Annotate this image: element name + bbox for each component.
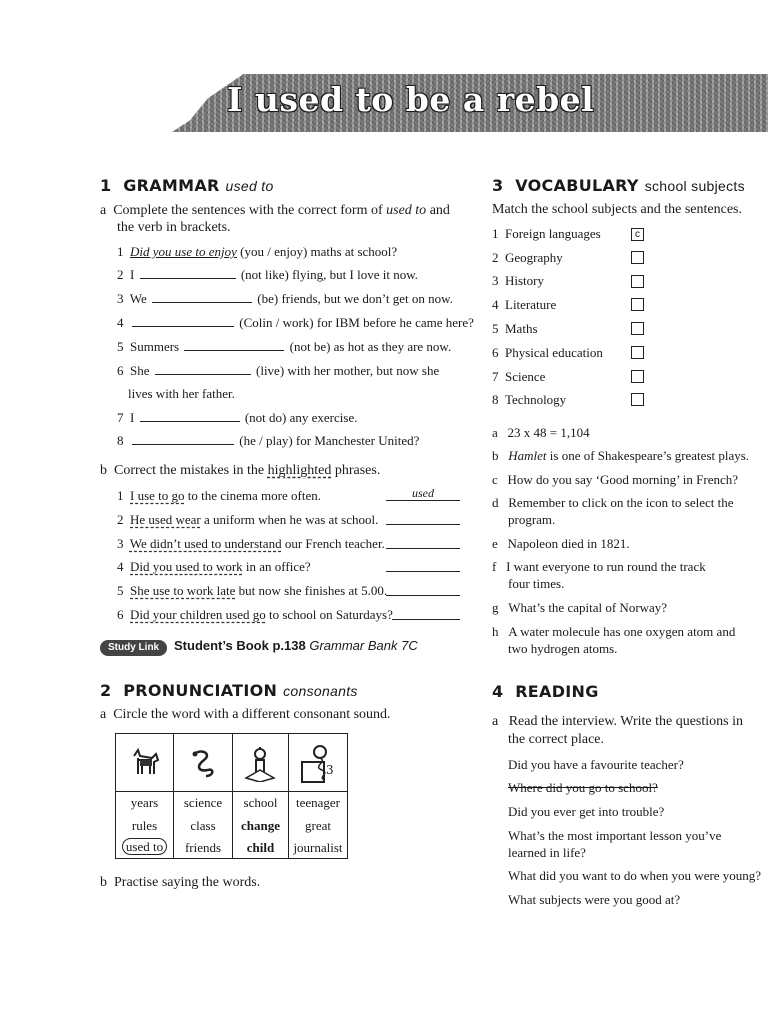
svg-text:3: 3	[326, 763, 334, 777]
item-number: 5	[117, 339, 124, 354]
item-number: 3	[117, 536, 124, 551]
sentence-letter: f	[492, 559, 497, 574]
item-number: 2	[492, 250, 499, 265]
vocabulary-heading	[492, 176, 745, 195]
sentence-letter: b	[492, 448, 499, 463]
table-cell-circled[interactable]	[116, 840, 173, 854]
answer-blank[interactable]	[132, 432, 234, 445]
question-item: What subjects were you good at?	[508, 892, 681, 907]
answer-box[interactable]	[631, 393, 644, 406]
item-text: (Colin / work) for IBM before he came here?	[239, 315, 474, 330]
sentence-letter: g	[492, 600, 499, 615]
item-text: to the cinema more often.	[187, 488, 321, 503]
sentence-f	[492, 558, 706, 576]
instruction-text: Correct the mistakes in the	[114, 463, 265, 478]
answer-box[interactable]	[631, 251, 644, 264]
grammar-b-item-4	[117, 558, 311, 576]
sentence-c	[492, 471, 738, 489]
section-number: 4	[492, 682, 504, 701]
subject-item-7	[492, 368, 545, 386]
answer-field[interactable]	[386, 510, 460, 525]
subject-item-8	[492, 391, 566, 409]
sentence-italic: Hamlet	[508, 448, 547, 463]
grammar-a-item-3	[117, 290, 453, 308]
instruction-highlight: highlighted	[267, 463, 332, 478]
sentence-text: I want everyone to run round the track	[506, 559, 706, 574]
item-prefix: I	[130, 267, 135, 282]
item-number: 8	[492, 392, 499, 407]
sentence-letter: e	[492, 536, 498, 551]
section-subtitle: school subjects	[644, 178, 745, 194]
answer-box[interactable]	[631, 322, 644, 335]
item-prefix: Summers	[130, 339, 180, 354]
item-text: our French teacher.	[284, 536, 385, 551]
instruction-text: Read the interview. Write the questions in	[508, 714, 743, 729]
section-number: 2	[100, 681, 112, 700]
section-title: VOCABULARY	[515, 176, 639, 195]
answer-field[interactable]	[392, 605, 460, 620]
grammar-a-item-4	[117, 314, 474, 332]
item-number: 6	[117, 363, 124, 378]
study-link-badge: Study Link	[100, 640, 167, 656]
answer-box[interactable]	[631, 370, 644, 383]
section-subtitle: consonants	[283, 683, 358, 699]
subject-label: Technology	[505, 392, 567, 407]
section-title: GRAMMAR	[123, 176, 220, 195]
sentence-h	[492, 623, 735, 641]
grammar-a-item-5	[117, 338, 451, 356]
table-cell: journalist	[293, 840, 343, 855]
item-prefix: She	[130, 363, 150, 378]
subject-label: Science	[505, 369, 546, 384]
grammar-a-instruction-2: the verb in brackets.	[117, 220, 231, 235]
sentence-text: What’s the capital of Norway?	[508, 600, 668, 615]
table-cell: science	[183, 795, 223, 810]
item-number: 2	[117, 267, 124, 282]
pronunciation-b-instruction	[100, 874, 260, 892]
item-number: 8	[117, 433, 124, 448]
grammar-a-item-8	[117, 432, 419, 450]
answer-field[interactable]	[386, 581, 460, 596]
item-number: 1	[117, 244, 124, 259]
reading-a-instruction	[492, 713, 743, 731]
question-item: Did you have a favourite teacher?	[508, 757, 684, 772]
instruction-text: Complete the sentences with the correct form of	[113, 203, 383, 218]
exercise-letter: b	[100, 875, 107, 890]
table-cell: teenager	[295, 795, 341, 810]
answer-blank[interactable]	[140, 266, 236, 279]
sentence-text: Remember to click on the icon to select the	[508, 495, 734, 510]
study-link-italic: Grammar Bank 7C	[309, 638, 418, 653]
instruction-text: Practise saying the words.	[114, 875, 261, 890]
subject-item-6	[492, 344, 603, 362]
answer-blank[interactable]	[140, 409, 240, 422]
grammar-a-item-2	[117, 266, 418, 284]
answer-blank[interactable]	[132, 314, 234, 327]
item-number: 6	[492, 345, 499, 360]
table-cell: change	[241, 818, 280, 833]
item-number: 1	[117, 488, 124, 503]
question-item: Did you ever get into trouble?	[508, 804, 665, 819]
item-number: 4	[492, 297, 499, 312]
vocabulary-instruction: Match the school subjects and the sentences.	[492, 202, 742, 217]
highlighted-phrase: Did you used to work	[130, 559, 243, 574]
exercise-letter: b	[100, 463, 107, 478]
item-number: 3	[117, 291, 124, 306]
item-text: (not do) any exercise.	[244, 410, 358, 425]
grammar-b-item-5	[117, 582, 387, 600]
item-prefix: I	[130, 410, 135, 425]
answer-field[interactable]	[386, 534, 460, 549]
instruction-text-end: and	[429, 203, 450, 218]
title-banner	[172, 74, 768, 132]
sentence-text: How do you say ‘Good morning’ in French?	[507, 472, 739, 487]
item-number: 6	[117, 607, 124, 622]
item-text: (not be) as hot as they are now.	[289, 339, 452, 354]
answer-field[interactable]	[386, 557, 460, 572]
answer-blank[interactable]	[184, 338, 284, 351]
subject-label: Maths	[505, 321, 538, 336]
sentence-letter: a	[492, 425, 498, 440]
grammar-b-instruction	[100, 462, 380, 480]
exercise-letter: a	[100, 707, 107, 722]
item-number: 3	[492, 273, 499, 288]
section-title: PRONUNCIATION	[123, 681, 278, 700]
sentence-letter: h	[492, 624, 499, 639]
highlighted-phrase: Did your children used go	[130, 607, 266, 622]
sentence-a	[492, 424, 590, 442]
subject-label: Physical education	[505, 345, 603, 360]
question-item-struck: Where did you go to school?	[508, 780, 658, 795]
subject-label: History	[505, 273, 544, 288]
grammar-a-item-6-cont: lives with her father.	[128, 386, 235, 401]
grammar-b-item-2	[117, 511, 378, 529]
sentence-g	[492, 599, 667, 617]
item-number: 4	[117, 559, 124, 574]
sentence-e	[492, 535, 630, 553]
table-cell: years	[130, 795, 159, 810]
subject-item-1	[492, 225, 601, 243]
sentence-d	[492, 494, 734, 512]
item-number: 5	[492, 321, 499, 336]
sentence-text: is one of Shakespeare’s greatest plays.	[549, 448, 750, 463]
sentence-text: Napoleon died in 1821.	[507, 536, 630, 551]
exercise-letter: a	[100, 203, 107, 218]
item-text: (not like) flying, but I love it now.	[240, 267, 419, 282]
item-number: 7	[117, 410, 124, 425]
subject-label: Geography	[505, 250, 563, 265]
instruction-text-end: phrases.	[334, 463, 381, 478]
item-number: 4	[117, 315, 124, 330]
section-number: 1	[100, 176, 112, 195]
pronunciation-a-instruction	[100, 706, 391, 724]
sound-table	[115, 733, 348, 859]
section-number: 3	[492, 176, 504, 195]
item-text: to school on Saturdays?	[269, 607, 393, 622]
donkey-icon	[128, 746, 162, 780]
chess-icon	[242, 744, 278, 782]
subject-item-2	[492, 249, 563, 267]
example-answer: Did you use to enjoy	[130, 244, 237, 259]
sentence-b	[492, 447, 749, 465]
subject-item-3	[492, 272, 544, 290]
table-cell: great	[305, 818, 331, 833]
sentence-text: A water molecule has one oxygen atom and	[508, 624, 736, 639]
item-text: in an office?	[245, 559, 311, 574]
study-link-text: Student’s Book p.138	[174, 638, 306, 653]
highlighted-phrase: He used wear	[130, 512, 201, 527]
item-number: 5	[117, 583, 124, 598]
item-text: (he / play) for Manchester United?	[239, 433, 420, 448]
page-title: I used to be a rebel	[227, 80, 595, 119]
item-text: (live) with her mother, but now she	[256, 363, 440, 378]
table-cell: rules	[131, 818, 158, 833]
grammar-a-instruction	[100, 202, 450, 220]
question-item: What did you want to do when you were young?	[508, 868, 762, 883]
item-text: a uniform when he was at school.	[204, 512, 379, 527]
reading-a-instruction-2: the correct place.	[508, 732, 604, 747]
sentence-h-cont: two hydrogen atoms.	[508, 641, 618, 656]
section-subtitle: used to	[225, 178, 274, 194]
answer-field[interactable]: used	[386, 486, 460, 501]
sentence-letter: c	[492, 472, 498, 487]
subject-label: Foreign languages	[505, 226, 601, 241]
table-cell: friends	[184, 840, 222, 855]
answer-box[interactable]	[631, 275, 644, 288]
subject-item-4	[492, 296, 556, 314]
grammar-b-item-3	[117, 535, 385, 553]
sentence-f-cont: four times.	[508, 576, 565, 591]
table-cell: class	[190, 818, 216, 833]
snake-icon	[186, 746, 220, 780]
instruction-text: Circle the word with a different consonant sound.	[113, 707, 391, 722]
sentence-letter: d	[492, 495, 499, 510]
sentence-text: 23 x 48 = 1,104	[507, 425, 590, 440]
exercise-letter: a	[492, 714, 499, 729]
item-text: (you / enjoy) maths at school?	[240, 244, 398, 259]
item-number: 2	[117, 512, 124, 527]
item-number: 1	[492, 226, 499, 241]
table-cell: child	[246, 840, 275, 855]
question-item-cont: learned in life?	[508, 845, 586, 860]
item-text: but now she finishes at 5.00.	[238, 583, 388, 598]
pronunciation-heading	[100, 681, 358, 700]
reading-heading	[492, 682, 599, 701]
subject-item-5	[492, 320, 538, 338]
item-text: (be) friends, but we don’t get on now.	[257, 291, 453, 306]
highlighted-phrase: We didn’t used to understand	[129, 536, 282, 551]
table-cell: school	[243, 795, 278, 810]
question-item: What’s the most important lesson you’ve	[508, 828, 722, 843]
instruction-italic: used to	[386, 203, 427, 218]
grammar-a-item-1	[117, 243, 397, 261]
answer-box[interactable]	[631, 298, 644, 311]
jack-in-box-icon	[298, 744, 336, 784]
answer-box[interactable]	[631, 346, 644, 359]
grammar-b-item-6	[117, 606, 393, 624]
grammar-a-item-6	[117, 362, 439, 380]
study-link-reference	[174, 638, 418, 653]
highlighted-phrase: She use to work late	[130, 583, 236, 598]
grammar-heading	[100, 176, 274, 195]
grammar-a-item-7	[117, 409, 357, 427]
subject-label: Literature	[505, 297, 557, 312]
answer-box[interactable]: c	[631, 228, 644, 241]
sentence-d-cont: program.	[508, 512, 556, 527]
circled-word: used to	[122, 838, 167, 855]
answer-blank[interactable]	[155, 362, 251, 375]
grammar-b-item-1	[117, 487, 321, 505]
section-title: READING	[515, 682, 599, 701]
answer-blank[interactable]	[152, 290, 252, 303]
highlighted-phrase: I use to go	[130, 488, 185, 503]
item-number: 7	[492, 369, 499, 384]
item-prefix: We	[129, 291, 147, 306]
